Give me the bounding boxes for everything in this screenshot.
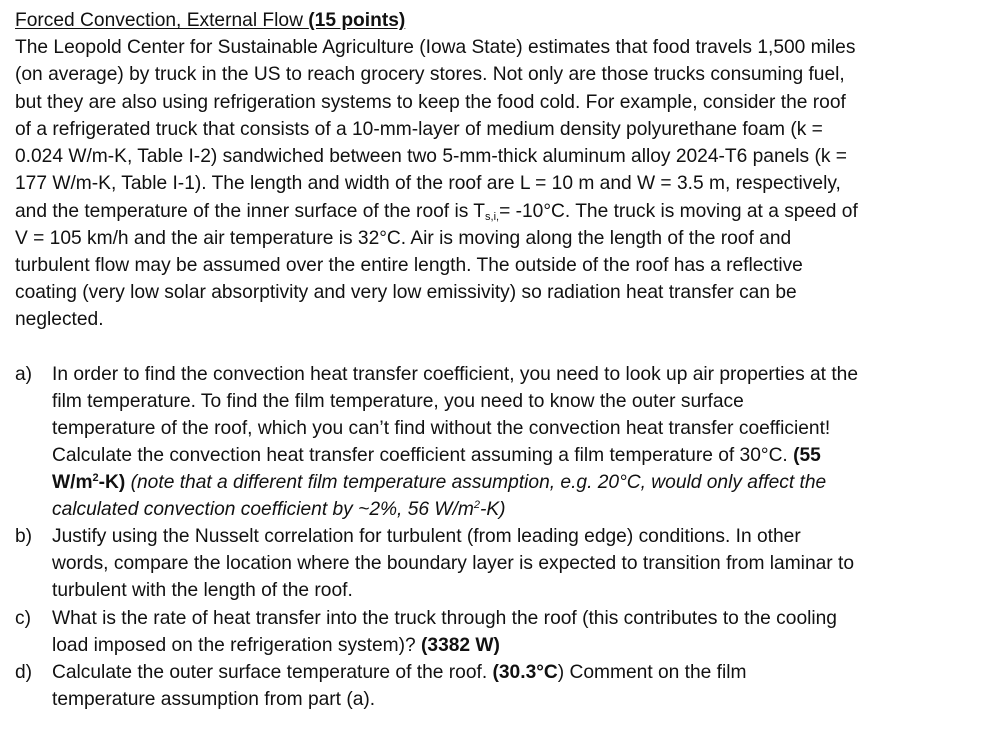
intro-line: turbulent flow may be assumed over the entire length. The outside of the roof has a reflective — [15, 255, 803, 276]
superscript: 2 — [92, 472, 99, 485]
answer-text: -K) — [98, 472, 126, 494]
title-text: Forced Convection, External Flow — [15, 10, 309, 31]
part-text: What is the rate of heat transfer into the truck through the roof (this contributes to the cooling — [52, 608, 837, 629]
title-points: (15 points) — [308, 10, 406, 31]
part-text: turbulent with the length of the roof. — [52, 580, 353, 602]
intro-line: 0.024 W/m-K, Table I-2) sandwiched between two 5-mm-thick aluminum alloy 2024-T6 panels (k = — [15, 146, 848, 167]
part-text: film temperature. To find the film temperature, you need to know the outer surface — [52, 391, 744, 413]
intro-text: = -10°C. The truck is moving at a speed of — [499, 201, 858, 222]
part-text: In order to find the convection heat transfer coefficient, you need to look up air properties at the — [52, 364, 859, 385]
intro-line: of a refrigerated truck that consists of a 10-mm-layer of medium density polyurethane foam (k = — [15, 119, 823, 140]
part-d — [15, 659, 975, 713]
intro-line: The Leopold Center for Sustainable Agriculture (Iowa State) estimates that food travels 1,500 miles — [15, 37, 856, 58]
answer-text: (30.3°C — [492, 662, 558, 683]
intro-line: but they are also using refrigeration systems to keep the food cold. For example, consider the roof — [15, 92, 846, 113]
text-run: Calculate the convection heat transfer coefficient assuming a film temperature of 30°C. — [52, 445, 794, 467]
intro-line: coating (very low solar absorptivity and very low emissivity) so radiation heat transfer can be — [15, 282, 797, 303]
intro-line: V = 105 km/h and the air temperature is 32°C. Air is moving along the length of the roof and — [15, 228, 792, 249]
part-a — [15, 361, 975, 524]
part-label: c) — [15, 608, 31, 629]
problem-title — [15, 7, 405, 34]
answer-text: (55 — [793, 445, 821, 467]
part-text: words, compare the location where the boundary layer is expected to transition from laminar to — [52, 553, 855, 575]
superscript: 2 — [473, 499, 480, 512]
text-run: load imposed on the refrigeration system)? — [52, 635, 422, 657]
answer-text: W/m — [52, 472, 93, 494]
intro-line — [15, 198, 858, 225]
text-run: Calculate the outer surface temperature of the roof. — [52, 662, 493, 683]
intro-line: (on average) by truck in the US to reach grocery stores. Not only are those trucks consuming fuel, — [15, 64, 845, 85]
subscript: s,i, — [485, 211, 500, 223]
part-label: b) — [15, 526, 33, 547]
part-text: temperature of the roof, which you can’t find without the convection heat transfer coefficient! — [52, 418, 831, 440]
intro-line: neglected. — [15, 309, 104, 330]
text-run: ) Comment on the film — [557, 662, 747, 683]
part-text: Justify using the Nusselt correlation for turbulent (from leading edge) conditions. In other — [52, 526, 801, 547]
part-text — [52, 659, 975, 686]
part-text — [52, 632, 975, 659]
part-text — [52, 442, 975, 469]
note-text: -K) — [479, 499, 506, 521]
part-label: d) — [15, 662, 33, 683]
intro-text: and the temperature of the inner surface of the roof is T — [15, 201, 486, 222]
part-text: temperature assumption from part (a). — [52, 689, 376, 711]
part-text — [52, 496, 975, 523]
note-text: calculated convection coefficient by ~2%, 56 W/m — [52, 499, 474, 521]
answer-text: (3382 W) — [421, 635, 500, 657]
part-b — [15, 523, 975, 604]
intro-line: 177 W/m-K, Table I-1). The length and width of the roof are L = 10 m and W = 3.5 m, respectively, — [15, 173, 841, 194]
part-c — [15, 605, 975, 659]
part-label: a) — [15, 364, 33, 385]
part-text — [52, 469, 975, 496]
note-text: (note that a different film temperature assumption, e.g. 20°C, would only affect the — [130, 472, 827, 494]
